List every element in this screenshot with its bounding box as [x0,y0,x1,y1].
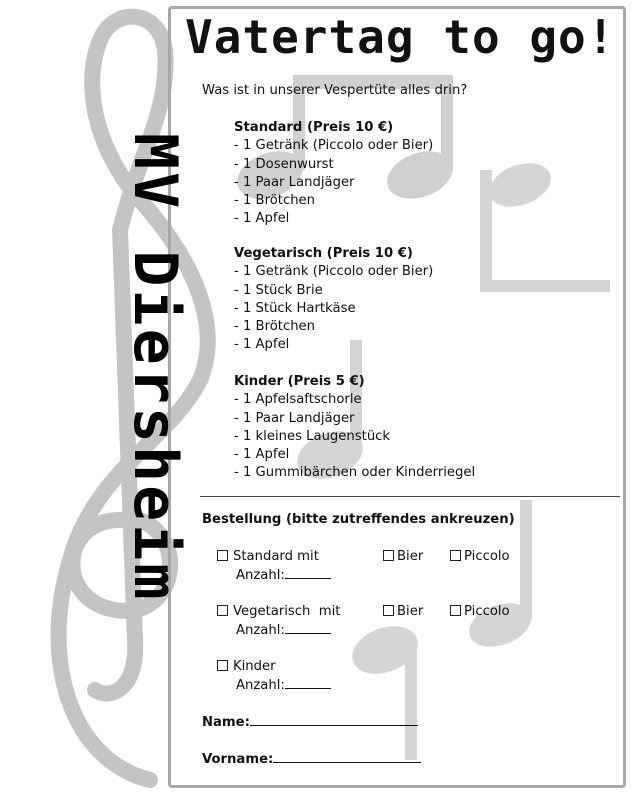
kinder-checkbox[interactable] [217,660,228,671]
quantity-blank[interactable] [285,566,331,579]
option-label: Vegetarisch mit [233,604,341,619]
intro-text: Was ist in unserer Vespertüte alles drin? [202,83,468,98]
order-option-kinder [217,658,331,695]
drink-option-piccolo [450,603,510,621]
menu-item: - 1 kleines Laugenstück [234,428,391,444]
option-label: Kinder [233,659,276,674]
menu-item: - 1 Apfelsaftschorle [234,392,362,408]
vorname-label: Vorname: [202,752,274,767]
quantity-blank[interactable] [285,676,331,689]
menu-heading: Vegetarisch (Preis 10 €) [234,246,413,261]
menu-item: - 1 Getränk (Piccolo oder Bier) [234,138,434,154]
name-field [202,713,418,730]
menu-item: - 1 Apfel [234,447,290,463]
order-option-standard [217,548,331,585]
name-blank[interactable] [250,713,418,726]
order-option-vegetarisch [217,603,340,640]
menu-item: - 1 Brötchen [234,193,316,209]
section-divider [200,496,620,497]
menu-kinder [234,373,475,483]
piccolo-checkbox[interactable] [450,605,461,616]
bier-checkbox[interactable] [383,550,394,561]
drink-option-bier [383,548,423,566]
menu-heading: Kinder (Preis 5 €) [234,374,365,389]
quantity-label: Anzahl: [236,568,285,583]
piccolo-checkbox[interactable] [450,550,461,561]
bier-checkbox[interactable] [383,605,394,616]
vorname-field [202,750,421,767]
quantity-label: Anzahl: [236,623,285,638]
drink-label: Bier [397,604,424,619]
menu-vegetarisch [234,245,433,355]
vorname-blank[interactable] [273,750,421,763]
order-heading: Bestellung (bitte zutreffendes ankreuzen) [202,512,515,527]
option-label: Standard mit [233,549,319,564]
drink-option-bier [383,603,423,621]
menu-item: - 1 Apfel [234,211,290,227]
drink-label: Piccolo [464,549,510,564]
quantity-blank[interactable] [285,621,331,634]
drink-option-piccolo [450,548,510,566]
standard-checkbox[interactable] [217,550,228,561]
menu-item: - 1 Paar Landjäger [234,174,355,190]
menu-item: - 1 Stück Hartkäse [234,300,356,316]
quantity-line [217,676,331,695]
menu-item: - 1 Paar Landjäger [234,410,355,426]
vegetarisch-checkbox[interactable] [217,605,228,616]
drink-label: Bier [397,549,424,564]
drink-label: Piccolo [464,604,510,619]
menu-heading: Standard (Preis 10 €) [234,120,394,135]
name-label: Name: [202,715,250,730]
menu-standard [234,119,433,229]
quantity-label: Anzahl: [236,678,285,693]
menu-item: - 1 Getränk (Piccolo oder Bier) [234,264,434,280]
quantity-line [217,566,331,585]
menu-item: - 1 Stück Brie [234,282,323,298]
club-name-vertical: MV Diersheim [120,133,190,603]
quantity-line [217,621,340,640]
menu-item: - 1 Gummibärchen oder Kinderriegel [234,465,476,481]
menu-item: - 1 Dosenwurst [234,156,334,172]
page-title: Vatertag to go! [185,10,616,64]
menu-item: - 1 Brötchen [234,319,316,335]
menu-item: - 1 Apfel [234,337,290,353]
